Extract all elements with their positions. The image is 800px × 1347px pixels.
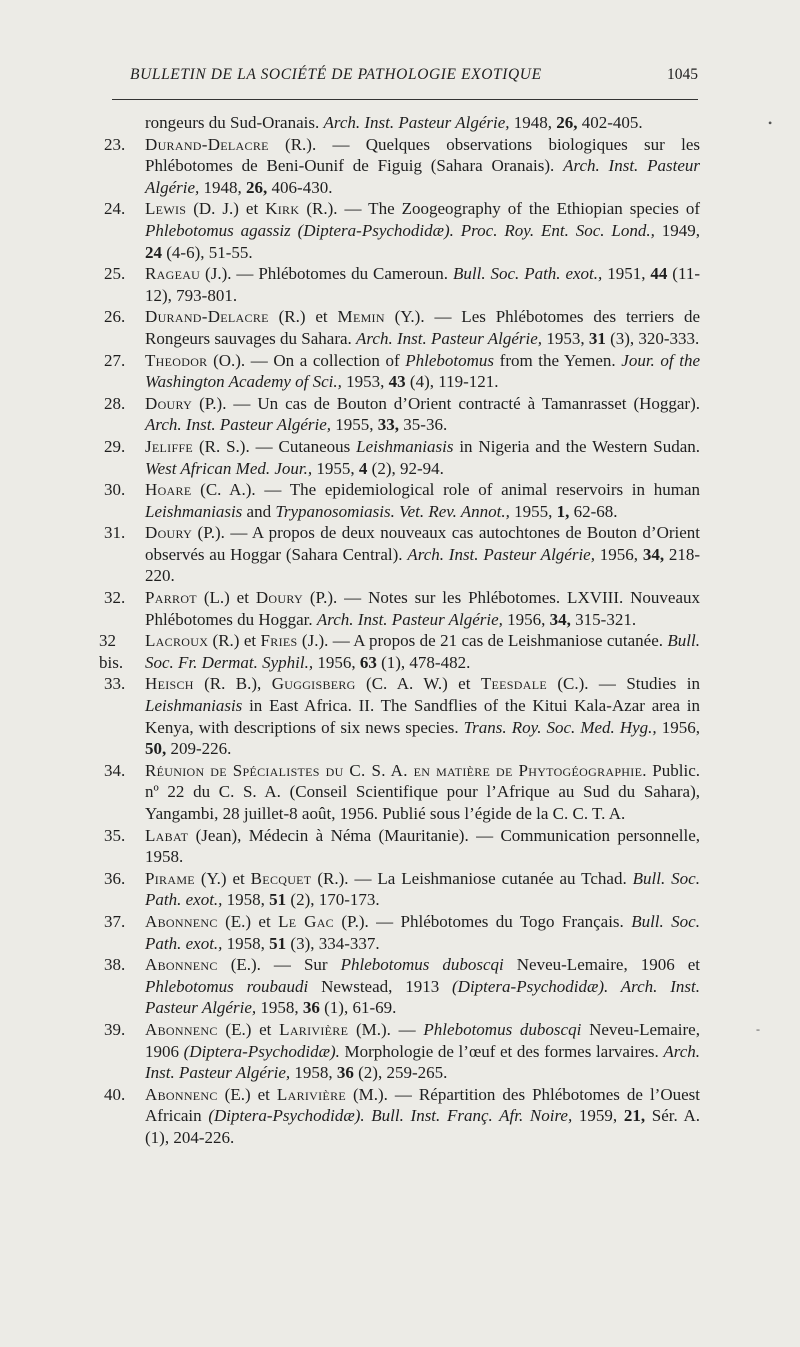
reference-text: and [242, 501, 276, 521]
author-name: Teesdale [480, 674, 547, 694]
italic-text: Arch. Inst. Pasteur Algérie, [323, 113, 510, 132]
reference-text: Neveu-Lemaire, 1906 [145, 1019, 700, 1061]
reference-text: (E.) et [217, 1019, 280, 1039]
reference-text: (R.). — La Leishmaniose cutanée au Tchad. [311, 868, 633, 888]
reference-text: 1953, [542, 328, 589, 348]
reference-text: rongeurs du Sud-Oranais. [145, 113, 324, 132]
reference-number: 27. [104, 350, 126, 370]
italic-text: Trans. Roy. Soc. Med. Hyg., [463, 717, 657, 737]
author-name: Doury [145, 393, 193, 413]
reference-number: 33. [104, 674, 126, 694]
page-number: 1045 [667, 66, 698, 83]
reference-entry [104, 673, 700, 759]
italic-text: Phlebotomus agassiz (Diptera-Psychodidæ). Proc. Roy. Ent. Soc. Lond., [145, 220, 655, 240]
author-name: Memin [337, 307, 385, 327]
reference-text: (E.). — Sur [217, 955, 341, 975]
reference-text: Newstead, 1913 [308, 976, 452, 996]
reference-number: 26. [104, 307, 126, 327]
italic-text: Arch. Inst. Pasteur Algérie, [316, 609, 503, 629]
reference-text: (P.). — Notes sur les Phlébotomes. LXVIII. Nouveaux Phlébotomes du Hoggar. [145, 588, 700, 629]
reference-number: 34. [104, 760, 126, 780]
reference-text: 1958, [290, 1063, 337, 1083]
reference-text: (R.). — Quelques observations biologiques sur les Phlébotomes de Beni-Ounif de Figuig (Sahara Oranais). [145, 134, 700, 176]
reference-text: 402-405. [577, 113, 643, 132]
author-name: Durand-Delacre [145, 134, 269, 154]
reference-text: (J.). — A propos de 21 cas de Leishmaniose cutanée. [297, 631, 668, 651]
author-name: Doury [255, 588, 303, 608]
author-name: Lacroux [145, 631, 209, 651]
reference-text: 1956, [502, 609, 550, 629]
volume-number: 33, [377, 415, 400, 435]
reference-text: (R.) et [208, 631, 261, 651]
author-name: Larivière [279, 1019, 349, 1039]
author-name: Rageau [145, 264, 201, 284]
italic-text: Bull. Soc. Path. exot., [145, 911, 700, 953]
reference-text: 406-430. [267, 177, 333, 197]
reference-text: 1958, [256, 998, 303, 1018]
volume-number: 34, [642, 544, 665, 564]
reference-entry [104, 868, 700, 911]
author-name: Parrot [145, 588, 197, 608]
reference-entry [104, 1084, 700, 1149]
reference-text: 1948, [509, 113, 557, 132]
volume-number: 43 [388, 372, 406, 392]
author-name: Pirame [145, 868, 195, 888]
author-name: Abonnenc [145, 1019, 218, 1039]
reference-text: 315-321. [570, 609, 637, 629]
reference-text: (R.). — The Zoogeography of the Ethiopian species of [299, 199, 701, 219]
reference-entry [104, 263, 700, 306]
reference-text: (Y.). — Les Phlébotomes des terriers de Rongeurs sauvages du Sahara. [145, 307, 700, 348]
page-header [112, 66, 698, 98]
reference-text: 209-226. [166, 739, 232, 759]
reference-text: (O.). — On a collection of [207, 350, 406, 370]
reference-text: (1), 478-482. [376, 652, 471, 672]
reference-text: (R.) et [268, 307, 338, 327]
italic-text: Jour. of the Washington Academy of Sci., [145, 350, 700, 392]
reference-entry [104, 393, 700, 436]
italic-text: Trypanosomiasis. Vet. Rev. Annot., [275, 501, 510, 521]
italic-text: Phlebotomus roubaudi [145, 976, 309, 996]
reference-text: (1), 61-69. [319, 998, 397, 1018]
reference-text: 1948, [199, 177, 247, 197]
reference-number: 35. [104, 825, 126, 845]
italic-text: (Diptera-Psychodidæ). Arch. Inst. Pasteur Algérie, [145, 976, 700, 1018]
reference-text: (3), 320-333. [605, 328, 700, 348]
italic-text: Phlebotomus duboscqi [340, 955, 504, 975]
italic-text: Phlebotomus duboscqi [423, 1019, 582, 1039]
volume-number: 36 [302, 998, 320, 1018]
italic-text: Bull. Soc. Path. exot., [452, 264, 603, 284]
reference-text: (Y.) et [194, 868, 251, 888]
reference-text: (11-12), 793-801. [145, 264, 700, 305]
volume-number: 34, [549, 609, 571, 629]
reference-text: (Jean), Médecin à Néma (Mauritanie). — Communication personnelle, 1958. [145, 825, 700, 867]
reference-number: 28. [104, 393, 126, 413]
author-name: Durand-Delacre [145, 307, 269, 327]
reference-number: 32 bis. [99, 631, 124, 672]
italic-text: Leishmaniasis [356, 436, 454, 456]
reference-text: 1953, [341, 372, 389, 392]
reference-text: (J.). — Phlébotomes du Cameroun. [200, 264, 453, 284]
reference-text: 1949, [654, 220, 700, 240]
reference-text: Public. nº 22 du C. S. A. (Conseil Scientifique pour l’Afrique au Sud du Sahara), Yangambi, 28 juillet-8 août, 1956. Publié sous l’égide de la C. C. T. A. [145, 760, 700, 823]
reference-text: 1958, [222, 890, 270, 910]
running-title: BULLETIN DE LA SOCIÉTÉ DE PATHOLOGIE EXOTIQUE [130, 66, 542, 83]
volume-number: 4 [358, 458, 368, 478]
reference-entry [104, 522, 700, 587]
volume-number: 63 [359, 652, 377, 672]
italic-text: Leishmaniasis [145, 501, 243, 521]
reference-entry [104, 112, 700, 134]
author-name: Larivière [276, 1084, 346, 1104]
italic-text: Arch. Inst. Pasteur Algérie, [356, 328, 543, 348]
reference-entry [104, 198, 700, 263]
italic-text: Bull. Soc. Path. exot., [145, 868, 700, 910]
reference-text: 1955, [509, 501, 557, 521]
author-name: Jeliffe [145, 436, 194, 456]
italic-text: Bull. Soc. Fr. Dermat. Syphil., [145, 631, 700, 672]
reference-text: (P.). — Un cas de Bouton d’Orient contracté à Tamanrasset (Hoggar). [192, 393, 700, 413]
reference-text: (D. J.) et [186, 199, 266, 219]
reference-text: Neveu-Lemaire, 1906 et [503, 955, 700, 975]
reference-entry [104, 1019, 700, 1084]
reference-text: (R. S.). — Cutaneous [193, 436, 357, 456]
reference-text: (E.) et [217, 1084, 277, 1104]
reference-text: 218-220. [145, 544, 701, 586]
reference-text: 1951, [602, 264, 651, 284]
italic-text: Arch. Inst. Pasteur Algérie, [145, 156, 700, 197]
reference-text: (2), 259-265. [353, 1063, 448, 1083]
author-name: Fries [260, 631, 298, 651]
reference-entry [104, 587, 700, 630]
author-name: Abonnenc [145, 911, 218, 931]
reference-number: 38. [104, 955, 126, 975]
author-name: Hoare [145, 480, 192, 500]
author-name: Kirk [265, 199, 300, 219]
volume-number: 21, [623, 1106, 646, 1126]
reference-entry [104, 306, 700, 349]
reference-text: (R. B.), [193, 674, 272, 694]
reference-text: 1955, [312, 458, 359, 478]
reference-text: (E.) et [217, 911, 279, 931]
reference-number: 32. [104, 588, 126, 608]
volume-number: 26, [556, 113, 578, 132]
reference-entry [104, 479, 700, 522]
volume-number: 44 [650, 264, 668, 284]
volume-number: 1, [556, 501, 570, 521]
reference-text: from the Yemen. [494, 350, 622, 370]
reference-text: (L.) et [196, 588, 256, 608]
reference-entry [99, 630, 700, 673]
italic-text: Arch. Inst. Pasteur Algérie, [145, 1041, 701, 1083]
reference-text: 35-36. [399, 415, 448, 435]
author-name: Abonnenc [145, 955, 218, 975]
author-name: Guggisberg [271, 674, 356, 694]
volume-number: 51 [269, 890, 287, 910]
reference-text: (4), 119-121. [405, 372, 499, 392]
reference-text: (2), 92-94. [367, 458, 444, 478]
reference-number: 40. [104, 1084, 126, 1104]
reference-text: 1956, [313, 652, 360, 672]
reference-text: (C. A. W.) et [355, 674, 481, 694]
reference-text: 1959, [572, 1106, 624, 1126]
reference-number: 23. [104, 134, 126, 154]
italic-text: Phlebotomus [405, 350, 495, 370]
reference-entry [104, 350, 700, 393]
reference-text: in East Africa. II. The Sandflies of the Kitui Kala-Azar area in Kenya, with descriptions of six news species. [145, 696, 700, 737]
reference-list [99, 112, 701, 1149]
reference-entry [104, 954, 700, 1019]
volume-number: 31 [588, 328, 606, 348]
author-name: Heisch [145, 674, 194, 694]
volume-number: 26, [246, 177, 268, 197]
reference-text: 1955, [331, 415, 378, 435]
author-name: Theodor [145, 350, 208, 370]
reference-text: (P.). — A propos de deux nouveaux cas autochtones de Bouton d’Orient observés au Hoggar (Sahara Central). [145, 523, 700, 564]
reference-number: 25. [104, 264, 126, 284]
author-name: Doury [145, 523, 193, 543]
reference-text: (C.). — Studies in [546, 674, 701, 694]
reference-entry [104, 760, 700, 825]
reference-number: 36. [104, 868, 126, 888]
italic-text: Leishmaniasis [145, 696, 243, 716]
reference-text: Morphologie de l’œuf et des formes larvaires. [339, 1041, 664, 1061]
italic-text: (Diptera-Psychodidæ). [183, 1041, 340, 1061]
reference-text: 1956, [594, 544, 643, 564]
reference-number: 24. [104, 199, 126, 219]
reference-text: (2), 170-173. [286, 890, 380, 910]
italic-text: Arch. Inst. Pasteur Algérie, [407, 544, 595, 564]
margin-dot: • [768, 116, 773, 130]
reference-entry [104, 436, 700, 479]
author-name: Lewis [145, 199, 187, 219]
volume-number: 36 [336, 1063, 354, 1083]
reference-text: (3), 334-337. [286, 933, 380, 953]
volume-number: 24 [145, 242, 162, 262]
reference-text: (M.). — Répartition des Phlébotomes de l’Ouest Africain [145, 1084, 700, 1126]
author-name: Le Gac [278, 911, 334, 931]
reference-text: 62-68. [569, 501, 618, 521]
reference-text: in Nigeria and the Western Sudan. [453, 436, 700, 456]
margin-dot: - [756, 1022, 760, 1036]
italic-text: Arch. Inst. Pasteur Algérie, [145, 415, 332, 435]
reference-text: (C. A.). — The epidemiological role of animal reservoirs in human [191, 480, 700, 500]
reference-text: 1956, [656, 717, 700, 737]
author-name: Réunion de Spécialistes du C. S. A. en matière de Phytogéographie. [145, 760, 647, 780]
reference-text: (P.). — Phlébotomes du Togo Français. [333, 911, 632, 931]
reference-text: 1958, [222, 933, 270, 953]
reference-number: 31. [104, 523, 126, 543]
volume-number: 50, [145, 739, 167, 759]
reference-entry [104, 911, 700, 954]
volume-number: 51 [269, 933, 287, 953]
reference-number: 37. [104, 911, 126, 931]
reference-text: (M.). — [348, 1019, 424, 1039]
header-rule [112, 99, 698, 100]
reference-entry [104, 134, 700, 199]
reference-text: Sér. A. (1), 204-226. [145, 1106, 701, 1147]
author-name: Abonnenc [145, 1084, 218, 1104]
author-name: Labat [145, 825, 189, 845]
author-name: Becquet [250, 868, 312, 888]
reference-text: (4-6), 51-55. [162, 242, 253, 262]
reference-number: 29. [104, 436, 126, 456]
reference-number: 30. [104, 480, 126, 500]
italic-text: (Diptera-Psychodidæ). Bull. Inst. Franç. Afr. Noire, [208, 1106, 573, 1126]
italic-text: West African Med. Jour., [145, 458, 313, 478]
reference-number: 39. [104, 1019, 126, 1039]
reference-entry [104, 825, 700, 868]
